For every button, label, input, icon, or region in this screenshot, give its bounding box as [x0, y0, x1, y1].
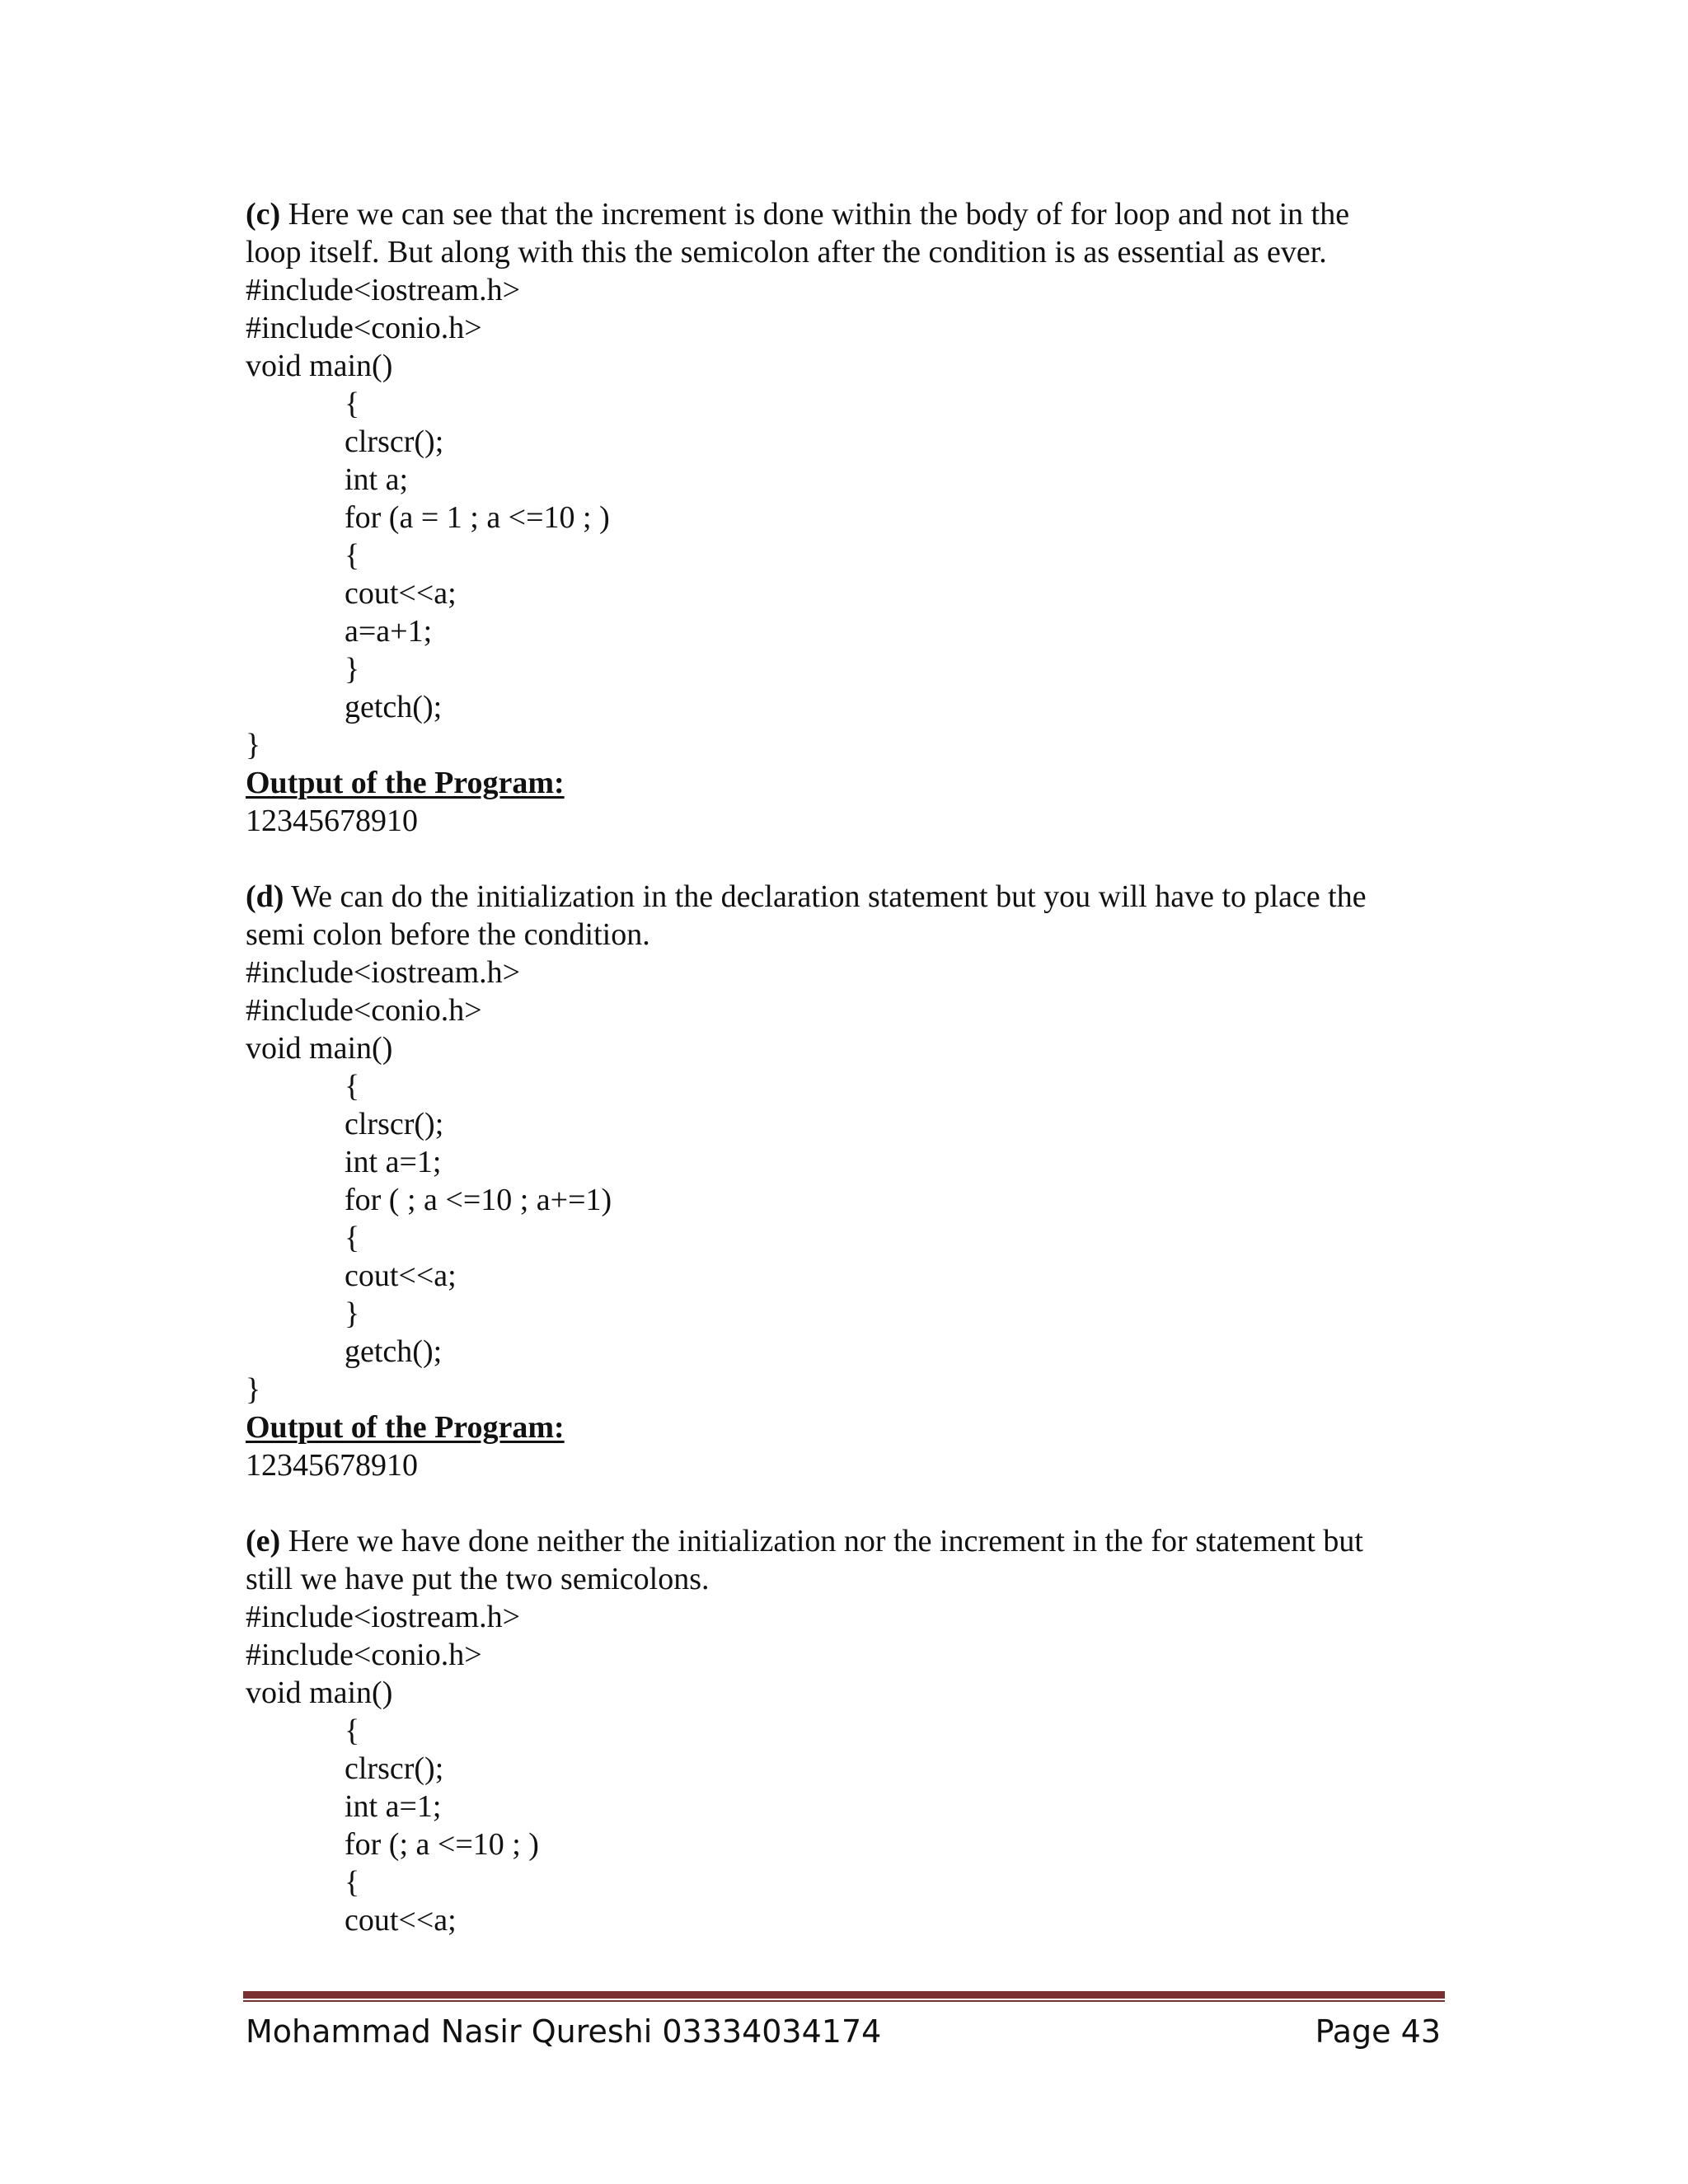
section-c-output: 12345678910	[246, 804, 418, 838]
spacer	[246, 1484, 1441, 1522]
code-line: cout<<a;	[345, 576, 457, 611]
code-line: clrscr();	[345, 1751, 444, 1786]
code-line: }	[345, 652, 360, 687]
code-line: int a=1;	[345, 1789, 442, 1824]
code-line: int a=1;	[345, 1145, 442, 1179]
code-line: {	[345, 1865, 360, 1900]
section-c-output-heading: Output of the Program:	[246, 766, 565, 800]
code-line: #include<conio.h>	[246, 993, 482, 1028]
section-d-output-heading: Output of the Program:	[246, 1410, 565, 1445]
section-e-intro-2: still we have put the two semicolons.	[246, 1562, 710, 1596]
code-line: }	[246, 1372, 261, 1407]
code-line: #include<conio.h>	[246, 1638, 482, 1672]
code-line: cout<<a;	[345, 1903, 457, 1938]
section-c-intro-1: (c) Here we can see that the increment is done within the body of for loop and not in the	[246, 197, 1350, 232]
footer-author: Mohammad Nasir Qureshi 03334034174	[246, 2013, 882, 2050]
section-e-label: (e)	[246, 1524, 281, 1558]
code-line: void main()	[246, 349, 393, 383]
code-line: for (; a <=10 ; )	[345, 1827, 539, 1862]
code-line: {	[345, 538, 360, 573]
code-line: void main()	[246, 1675, 393, 1710]
page-body	[246, 195, 1441, 1939]
code-line: cout<<a;	[345, 1258, 457, 1293]
code-line: clrscr();	[345, 424, 444, 459]
code-line: void main()	[246, 1031, 393, 1066]
code-line: {	[345, 1221, 360, 1255]
code-line: {	[345, 1069, 360, 1104]
code-line: getch();	[345, 690, 443, 724]
code-line: }	[345, 1296, 360, 1331]
code-line: int a;	[345, 462, 409, 497]
code-line: for ( ; a <=10 ; a+=1)	[345, 1183, 612, 1217]
footer-rule-thin	[243, 2000, 1445, 2002]
code-line: {	[345, 387, 360, 421]
code-line: {	[345, 1713, 360, 1748]
code-line: #include<conio.h>	[246, 311, 482, 345]
section-c-intro-2: loop itself. But along with this the semicolon after the condition is as essential as ever.	[246, 235, 1327, 269]
code-line: clrscr();	[345, 1107, 444, 1141]
footer-rule-thick	[243, 1991, 1445, 1999]
section-c-label: (c)	[246, 197, 281, 232]
code-line: a=a+1;	[345, 614, 433, 649]
section-d-intro-1: (d) We can do the initialization in the declaration statement but you will have to place the	[246, 879, 1367, 914]
footer-page-number: Page 43	[1315, 2013, 1441, 2050]
spacer	[246, 840, 1441, 878]
code-line: }	[246, 728, 261, 762]
section-d-label: (d)	[246, 879, 284, 914]
section-d-intro-2: semi colon before the condition.	[246, 917, 650, 952]
footer-rule	[243, 1991, 1445, 2003]
code-line: #include<iostream.h>	[246, 1600, 521, 1634]
section-d-output: 12345678910	[246, 1448, 418, 1483]
code-line: getch();	[345, 1334, 443, 1369]
code-line: for (a = 1 ; a <=10 ; )	[345, 500, 610, 535]
code-line: #include<iostream.h>	[246, 955, 521, 990]
section-e-intro-1: (e) Here we have done neither the initialization nor the increment in the for statement but	[246, 1524, 1363, 1558]
code-line: #include<iostream.h>	[246, 273, 521, 307]
